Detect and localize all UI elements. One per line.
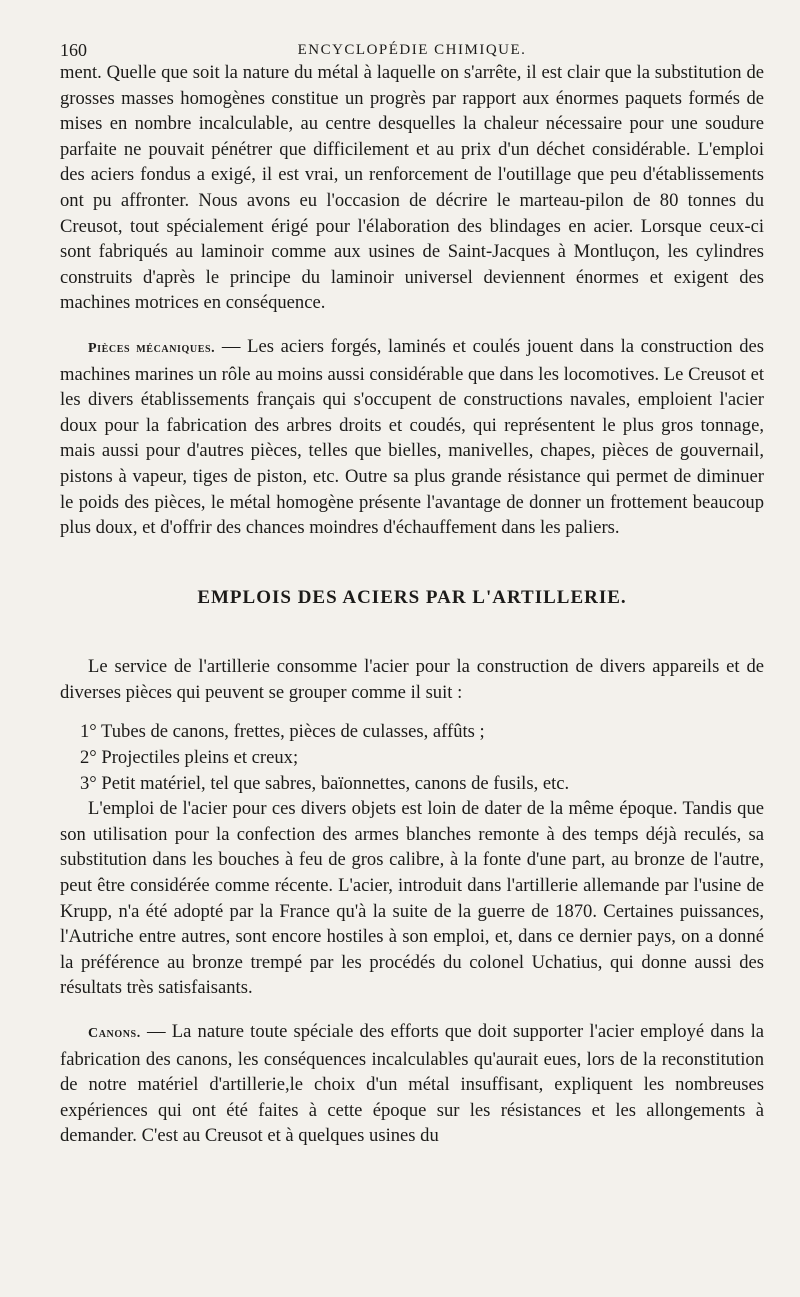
list-item: 2° Projectiles pleins et creux; xyxy=(80,747,299,769)
paragraph-text: — La nature toute spéciale des efforts que doit supporter l'acier employé dans la fabrication des canons, les conséquences incalculables qu'aurait eues, lors de la reconstitution de notre matériel d'artillerie,le choix d'un métal insuffisant, expliquent les nombreuses expériences qui ont été faites à cette époque sur les résistances et les allongements à demander. C'est au Creusot et à quelques usines du xyxy=(60,1021,764,1147)
paragraph-text: — Les aciers forgés, laminés et coulés jouent dans la construction des machines marines un rôle au moins aussi considérable que dans les locomotives. Le Creusot et les divers établissements français qui s'occupent de constructions navales, emploient l'acier doux pour la fabrication des arbres droits et coudés, qui représentent le plus gros tonnage, mais aussi pour d'autres pièces, telles que bielles, manivelles, chapes, pièces de gouvernail, pistons à vapeur, tiges de piston, etc. Outre sa plus grande résistance qui permet de diminuer le poids des pièces, le métal homogène présente l'avantage de donner un frottement beaucoup plus doux, et d'offrir des chances moindres d'échauffement dans les paliers. xyxy=(60,335,764,539)
paragraph-emploi-acier: L'emploi de l'acier pour ces divers objets est loin de dater de la même époque. Tandis que son utilisation pour la confection des armes blanches remonte à des temps déjà reculés, sa substitution dans les bouches à feu de gros calibre, à la fonte d'une part, au bronze de l'autre, peut être considérée comme récente. L'acier, introduit dans l'artillerie allemande par l'usine de Krupp, n'a été adopté par la France qu'à la suite de la guerre de 1870. Certaines puissances, l'Autriche entre autres, sont encore hostiles à son emploi, et, dans ce dernier pays, on a donné la préférence au bronze trempé par les procédés du colonel Uchatius, qui donne aussi des résultats très satisfaisants. xyxy=(60,798,764,999)
paragraph-canons xyxy=(60,1019,764,1149)
paragraph-continuation: ment. Quelle que soit la nature du métal à laquelle on s'arrête, il est clair que la substitution de grosses masses homogènes constitue un progrès par rapport aux énormes paquets formés de mises en nombre incalculable, au centre desquelles la chaleur nécessaire pour une soudure parfaite ne pouvait pénétrer que difficilement et au prix d'un déchet considérable. L'emploi des aciers fondus a exigé, il est vrai, un renforcement de l'outillage que peu d'établissements ont pu affronter. Nous avons eu l'occasion de décrire le marteau-pilon de 80 tonnes du Creusot, tout spécialement érigé pour l'élaboration des blindages en acier. Lorsque ceux-ci sont fabriqués au laminoir comme aux usines de Saint-Jacques à Montluçon, les cylindres construits d'après le principe du laminoir universel deviennent énormes et exigent des machines motrices en conséquence. xyxy=(60,62,764,314)
paragraph-lead-title: Pièces mécaniques. xyxy=(88,340,216,356)
page-body xyxy=(60,60,764,1149)
paragraph-artillerie-intro: Le service de l'artillerie consomme l'acier pour la construction de divers appareils et de diverses pièces qui peuvent se grouper comme il suit : xyxy=(60,656,764,703)
list-item: 1° Tubes de canons, frettes, pièces de culasses, affûts ; xyxy=(80,721,485,743)
paragraph-pieces-mecaniques xyxy=(60,334,764,541)
paragraph-lead-title: Canons. xyxy=(88,1026,141,1041)
running-title: ENCYCLOPÉDIE CHIMIQUE. xyxy=(297,42,527,58)
list-item: 3° Petit matériel, tel que sabres, baïonnettes, canons de fusils, etc. xyxy=(80,772,570,794)
page-number: 160 xyxy=(60,40,87,60)
section-title: EMPLOIS DES ACIERS PAR L'ARTILLERIE. xyxy=(197,586,627,608)
